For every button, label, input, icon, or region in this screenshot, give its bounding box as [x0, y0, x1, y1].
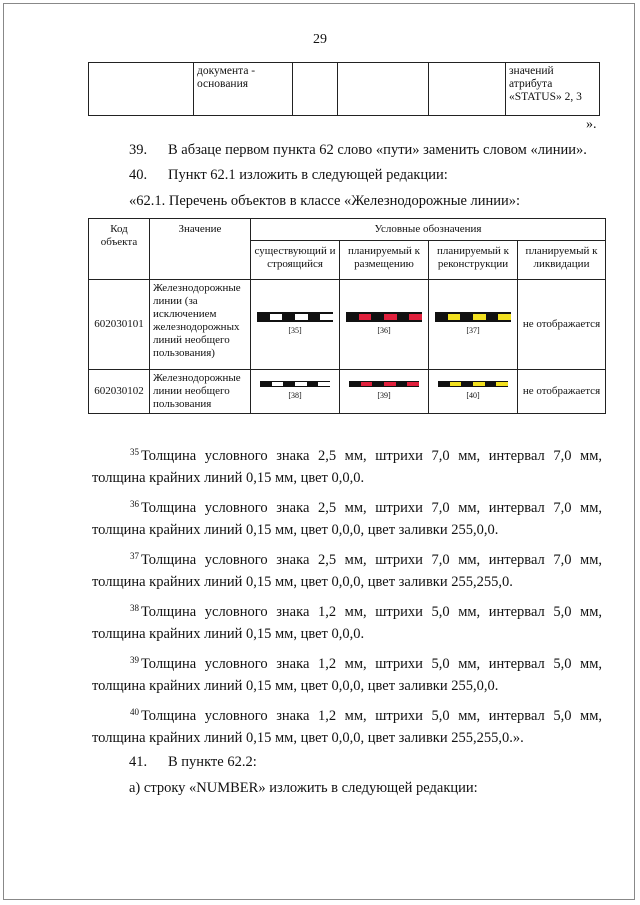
- railway-objects-table: [88, 218, 606, 414]
- symbol-reconstruction-cell: [429, 280, 518, 370]
- footnote-36-line1: [130, 492, 602, 520]
- footnote-ref: [39]: [377, 391, 391, 400]
- footnote-40-line1: [130, 700, 602, 728]
- table-row: [89, 370, 606, 414]
- symbol-placement-cell: [340, 280, 429, 370]
- table-row: [89, 280, 606, 370]
- symbol-segment: [473, 314, 486, 320]
- symbol-segment: [270, 314, 283, 320]
- railway-symbol-black-white: [257, 312, 333, 322]
- object-code: 602030102: [89, 370, 150, 414]
- symbol-segment: [318, 382, 330, 386]
- symbol-segment: [260, 382, 272, 386]
- symbol-fill: [346, 314, 422, 320]
- footnote-text: Толщина условного знака 2,5 мм, штрихи 7,0 мм, интервал 7,0 мм,: [141, 448, 602, 464]
- footnote-37-line2: толщина крайних линий 0,15 мм, цвет 0,0,0, цвет заливки 255,255,0.: [92, 574, 513, 590]
- symbol-existing-cell: [251, 370, 340, 414]
- symbol-segment: [450, 382, 462, 386]
- symbol-fill: [435, 314, 511, 320]
- close-quote: ».: [586, 117, 597, 132]
- header-planned-liquidation: планируемый к ликвидации: [518, 241, 606, 280]
- item-39-text: В абзаце первом пункта 62 слово «пути» заменить словом «линии».: [168, 142, 587, 158]
- symbol-segment: [384, 314, 397, 320]
- footnote-38-line2: толщина крайних линий 0,15 мм, цвет 0,0,0.: [92, 626, 365, 642]
- symbol-segment: [349, 382, 361, 386]
- railway-symbol-black-red: [346, 312, 422, 322]
- symbol-placement-cell: [340, 370, 429, 414]
- railway-symbol-black-white-thin: [260, 381, 330, 387]
- footnote-36-line2: толщина крайних линий 0,15 мм, цвет 0,0,0, цвет заливки 255,0,0.: [92, 522, 499, 538]
- item-a-text: а) строку «NUMBER» изложить в следующей редакции:: [129, 780, 478, 796]
- symbol-segment: [498, 314, 511, 320]
- symbol-segment: [435, 314, 448, 320]
- symbol-segment: [473, 382, 485, 386]
- not-shown-label: не отображается: [518, 280, 606, 370]
- not-shown-label: не отображается: [518, 370, 606, 414]
- symbol-fill: [349, 382, 419, 386]
- object-name: Железнодорожные линии (за исключением железнодорожных линий необщего пользования): [150, 280, 251, 370]
- footnote-ref: [36]: [377, 326, 391, 335]
- header-planned-placement: планируемый к размещению: [340, 241, 429, 280]
- item-39-number: 39.: [129, 142, 148, 158]
- symbol-segment: [372, 382, 384, 386]
- symbol-segment: [308, 314, 321, 320]
- symbol-segment: [461, 382, 473, 386]
- footnote-ref: [35]: [288, 326, 302, 335]
- symbol-segment: [282, 314, 295, 320]
- footnote-text: Толщина условного знака 1,2 мм, штрихи 5,0 мм, интервал 5,0 мм,: [141, 604, 602, 620]
- footnote-35-line2: толщина крайних линий 0,15 мм, цвет 0,0,0.: [92, 470, 365, 486]
- footnote-number: 39: [130, 655, 139, 665]
- footnote-40-line2: толщина крайних линий 0,15 мм, цвет 0,0,0, цвет заливки 255,255,0.».: [92, 730, 524, 746]
- header-planned-reconstruction: планируемый к реконструкции: [429, 241, 518, 280]
- item-41-number: 41.: [129, 754, 148, 770]
- footnote-37-line1: [130, 544, 602, 572]
- symbol-segment: [407, 382, 419, 386]
- symbol-fill: [257, 314, 333, 320]
- footnote-number: 40: [130, 707, 139, 717]
- symbol-segment: [397, 314, 410, 320]
- symbol-segment: [485, 382, 497, 386]
- symbol-segment: [359, 314, 372, 320]
- table-cell: [293, 63, 338, 116]
- item-41-text: В пункте 62.2:: [168, 754, 257, 770]
- symbol-segment: [409, 314, 422, 320]
- footnote-number: 35: [130, 447, 139, 457]
- footnote-text: Толщина условного знака 2,5 мм, штрихи 7,0 мм, интервал 7,0 мм,: [141, 552, 602, 568]
- symbol-segment: [361, 382, 373, 386]
- symbol-segment: [371, 314, 384, 320]
- object-name: Железнодорожные линии необщего пользования: [150, 370, 251, 414]
- footnote-text: Толщина условного знака 1,2 мм, штрихи 5,0 мм, интервал 5,0 мм,: [141, 708, 602, 724]
- table-header-row: [89, 219, 606, 241]
- railway-symbol-black-yellow: [435, 312, 511, 322]
- symbol-segment: [257, 314, 270, 320]
- page-number: 29: [313, 32, 327, 47]
- symbol-segment: [384, 382, 396, 386]
- table-cell: [429, 63, 506, 116]
- footnote-38-line1: [130, 596, 602, 624]
- footnote-text: Толщина условного знака 2,5 мм, штрихи 7,0 мм, интервал 7,0 мм,: [141, 500, 602, 516]
- symbol-segment: [295, 382, 307, 386]
- symbol-segment: [396, 382, 408, 386]
- symbol-segment: [295, 314, 308, 320]
- object-code: 602030101: [89, 280, 150, 370]
- symbol-fill: [438, 382, 508, 386]
- item-40-text: Пункт 62.1 изложить в следующей редакции:: [168, 167, 448, 183]
- symbol-segment: [438, 382, 450, 386]
- footnote-number: 38: [130, 603, 139, 613]
- header-symbols: Условные обозначения: [251, 219, 606, 241]
- symbol-segment: [460, 314, 473, 320]
- footnote-ref: [40]: [466, 391, 480, 400]
- symbol-existing-cell: [251, 280, 340, 370]
- header-code: Код объекта: [89, 219, 150, 280]
- table-cell: документа - основания: [194, 63, 293, 116]
- table-cell: значений атрибута «STATUS» 2, 3: [506, 63, 600, 116]
- continued-table: [88, 62, 600, 116]
- item-40-number: 40.: [129, 167, 148, 183]
- table-row: [89, 63, 600, 116]
- item-62-1-heading: «62.1. Перечень объектов в классе «Железнодорожные линии»:: [129, 193, 521, 209]
- table-cell: [338, 63, 429, 116]
- railway-symbol-black-red-thin: [349, 381, 419, 387]
- railway-symbol-black-yellow-thin: [438, 381, 508, 387]
- header-existing: существующий и строящийся: [251, 241, 340, 280]
- symbol-segment: [283, 382, 295, 386]
- footnote-ref: [38]: [288, 391, 302, 400]
- symbol-segment: [448, 314, 461, 320]
- symbol-fill: [260, 382, 330, 386]
- footnote-35-line1: [130, 440, 602, 468]
- footnote-39-line2: толщина крайних линий 0,15 мм, цвет 0,0,0, цвет заливки 255,0,0.: [92, 678, 499, 694]
- header-value: Значение: [150, 219, 251, 280]
- symbol-segment: [307, 382, 319, 386]
- symbol-reconstruction-cell: [429, 370, 518, 414]
- table-cell: [89, 63, 194, 116]
- footnote-ref: [37]: [466, 326, 480, 335]
- footnote-39-line1: [130, 648, 602, 676]
- symbol-segment: [272, 382, 284, 386]
- footnote-number: 36: [130, 499, 139, 509]
- footnote-text: Толщина условного знака 1,2 мм, штрихи 5,0 мм, интервал 5,0 мм,: [141, 656, 602, 672]
- symbol-segment: [496, 382, 508, 386]
- footnote-number: 37: [130, 551, 139, 561]
- symbol-segment: [486, 314, 499, 320]
- symbol-segment: [346, 314, 359, 320]
- symbol-segment: [320, 314, 333, 320]
